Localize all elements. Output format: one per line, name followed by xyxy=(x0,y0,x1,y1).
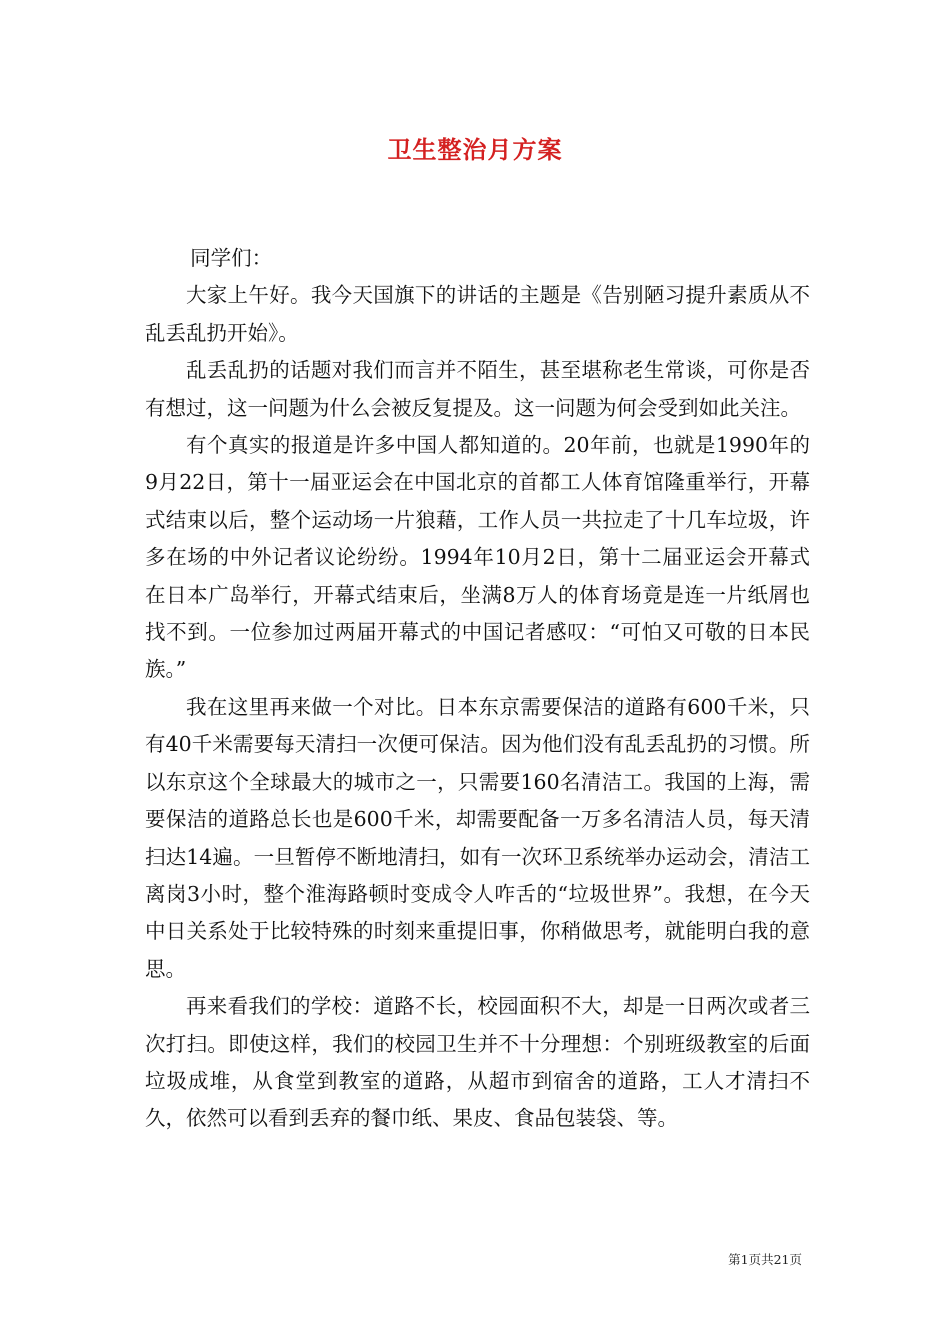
paragraph-4: 我在这里再来做一个对比。日本东京需要保洁的道路有600千米，只有40千米需要每天清扫一次便可保洁。因为他们没有乱丢乱扔的习惯。所以东京这个全球最大的城市之一，只需要160名清洁工。我国的上海，需要保洁的道路总长也是600千米，却需要配备一万多名清洁人员，每天清扫达14遍。一旦暂停不断地清扫，如有一次环卫系统举办运动会，清洁工离岗3小时，整个淮海路顿时变成令人咋舌的“垃圾世界”。我想，在今天中日关系处于比较特殊的时刻来重提旧事，你稍做思考，就能明白我的意思。 xyxy=(145,694,810,981)
paragraph-3: 有个真实的报道是许多中国人都知道的。20年前，也就是1990年的9月22日，第十一届亚运会在中国北京的首都工人体育馆隆重举行，开幕式结束以后，整个运动场一片狼藉，工作人员一共拉走了十几车垃圾，许多在场的中外记者议论纷纷。1994年10月2日，第十二届亚运会开幕式在日本广岛举行，开幕式结束后，坐满8万人的体育场竟是连一片纸屑也找不到。一位参加过两届开幕式的中国记者感叹：“可怕又可敬的日本民族。” xyxy=(145,433,810,682)
page-number: 第1页共21页 xyxy=(728,1252,802,1267)
document-title: 卫生整治月方案 xyxy=(387,135,563,164)
paragraph-1: 大家上午好。我今天国旗下的讲话的主题是《告别陋习提升素质从不乱丢乱扔开始》。 xyxy=(145,283,810,345)
document-body xyxy=(145,240,810,1138)
greeting: 同学们： xyxy=(190,246,273,270)
paragraph-5: 再来看我们的学校：道路不长，校园面积不大，却是一日两次或者三次打扫。即使这样，我们的校园卫生并不十分理想：个别班级教室的后面垃圾成堆，从食堂到教室的道路，从超市到宿舍的道路，工人才清扫不久，依然可以看到丢弃的餐巾纸、果皮、食品包装袋、等。 xyxy=(145,994,810,1131)
paragraph-2: 乱丢乱扔的话题对我们而言并不陌生，甚至堪称老生常谈，可你是否有想过，这一问题为什么会被反复提及。这一问题为何会受到如此关注。 xyxy=(145,358,810,420)
